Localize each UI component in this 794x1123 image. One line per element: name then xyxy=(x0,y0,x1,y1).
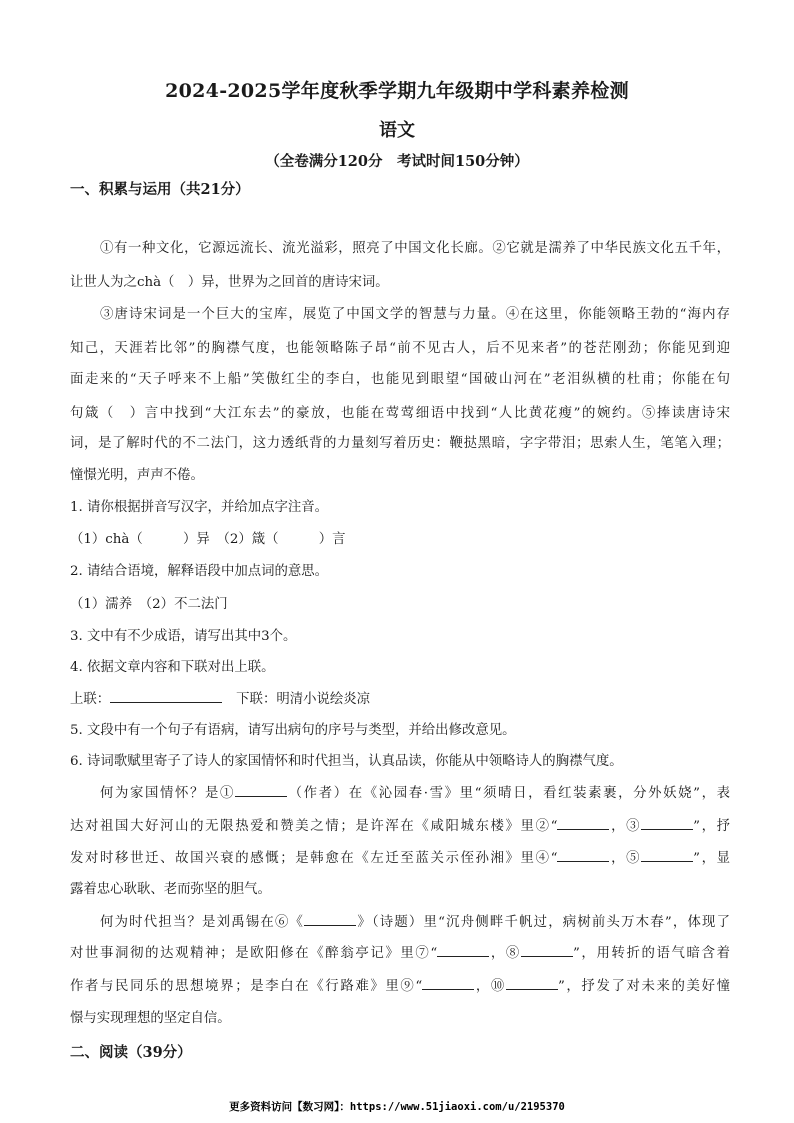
answer-blank[interactable] xyxy=(641,829,693,830)
answer-blank[interactable] xyxy=(557,861,609,862)
answer-blank[interactable] xyxy=(521,956,573,957)
answer-blank[interactable] xyxy=(506,989,558,990)
question-1-items: （1）chà（ ）异 （2）箴（ ）言 xyxy=(70,532,346,547)
passage-line: 憧憬光明，声声不倦。 xyxy=(70,468,204,483)
passage-line: 知己，天涯若比邻”的胸襟气度，也能领略陈子昂“前不见古人，后不见来者”的苍茫刚劲；你能见到迎 xyxy=(70,341,730,356)
poem-para-line: 憬与实现理想的坚定自信。 xyxy=(70,1011,231,1026)
lower-couplet: 下联：明清小说绘炎凉 xyxy=(236,692,371,707)
section-2-heading: 二、阅读（39分） xyxy=(70,1044,192,1061)
answer-blank[interactable] xyxy=(235,796,287,797)
question-4: 4. 依据文章内容和下联对出上联。 xyxy=(70,660,275,675)
question-3: 3. 文中有不少成语，请写出其中3个。 xyxy=(70,629,297,644)
answer-blank[interactable] xyxy=(304,925,356,926)
question-1: 1. 请你根据拼音写汉字，并给加点字注音。 xyxy=(70,500,329,515)
section-1-heading: 一、积累与运用（共21分） xyxy=(70,181,250,198)
passage-line: ①有一种文化，它源远流长、流光溢彩，照亮了中国文化长廊。②它就是濡养了中华民族文化五千年， xyxy=(100,241,730,256)
poem-para-line: 达对祖国大好河山的无限热爱和赞美之情；是许浑在《咸阳城东楼》里②“ ，③ ”，抒 xyxy=(70,819,730,834)
exam-info: （全卷满分120分 考试时间150分钟） xyxy=(265,153,529,170)
couplet-row xyxy=(70,690,730,710)
question-2: 2. 请结合语境，解释语段中加点词的意思。 xyxy=(70,564,329,579)
passage-line: 句箴（ ）言中找到“大江东去”的豪放，也能在莺莺细语中找到“人比黄花瘦”的婉约。⑤捧读唐诗宋 xyxy=(70,406,730,421)
passage-line: 让世人为之chà（ ）异，世界为之回首的唐诗宋词。 xyxy=(70,275,389,290)
subject-title: 语文 xyxy=(379,120,415,141)
answer-blank[interactable] xyxy=(437,956,489,957)
question-2-items: （1）濡养 （2）不二法门 xyxy=(70,597,228,612)
poem-para-line: 何为家国情怀？是① （作者）在《沁园春·雪》里“须晴日，看红装素裹，分外妖娆”，表 xyxy=(100,786,731,801)
answer-blank[interactable] xyxy=(422,989,474,990)
passage-line: 词，是了解时代的不二法门，这力透纸背的力量刻写着历史：鞭挞黑暗，字字带泪；思索人生，笔笔入理； xyxy=(70,436,730,451)
answer-blank[interactable] xyxy=(557,829,609,830)
poem-para-line: 何为时代担当？是刘禹锡在⑥《 》（诗题）里“沉舟侧畔千帆过，病树前头万木春”，体现了 xyxy=(100,915,730,930)
answer-blank[interactable] xyxy=(641,861,693,862)
passage-line: 面走来的“天子呼来不上船”笑傲红尘的李白，也能见到眼望“国破山河在”老泪纵横的杜甫；你能在句 xyxy=(70,372,730,387)
exam-title: 2024-2025学年度秋季学期九年级期中学科素养检测 xyxy=(165,80,629,102)
passage-line: ③唐诗宋词是一个巨大的宝库，展览了中国文学的智慧与力量。④在这里，你能领略王勃的“海内存 xyxy=(100,307,730,322)
upper-couplet-blank[interactable] xyxy=(110,702,222,703)
poem-para-line: 对世事洞彻的达观精神；是欧阳修在《醉翁亭记》里⑦“ ，⑧ ”，用转折的语气暗含着 xyxy=(70,946,730,961)
question-6: 6. 诗词歌赋里寄子了诗人的家国情怀和时代担当，认真品读，你能从中领略诗人的胸襟气度。 xyxy=(70,754,623,769)
footer-link[interactable]: 更多资料访问【数习网】：https://www.51jiaoxi.com/u/2195370 xyxy=(229,1101,565,1113)
poem-para-line: 露着忠心耿耿、老而弥坚的胆气。 xyxy=(70,882,271,897)
poem-para-line: 发对时移世迁、故国兴衰的感慨；是韩愈在《左迁至蓝关示侄孙湘》里④“ ，⑤ ”，显 xyxy=(70,851,730,866)
question-5: 5. 文段中有一个句子有语病，请写出病句的序号与类型，并给出修改意见。 xyxy=(70,723,516,738)
poem-para-line: 作者与民同乐的思想境界；是李白在《行路难》里⑨“ ，⑩ ”，抒发了对未来的美好憧 xyxy=(70,979,730,994)
upper-couplet-label: 上联： xyxy=(70,692,111,707)
